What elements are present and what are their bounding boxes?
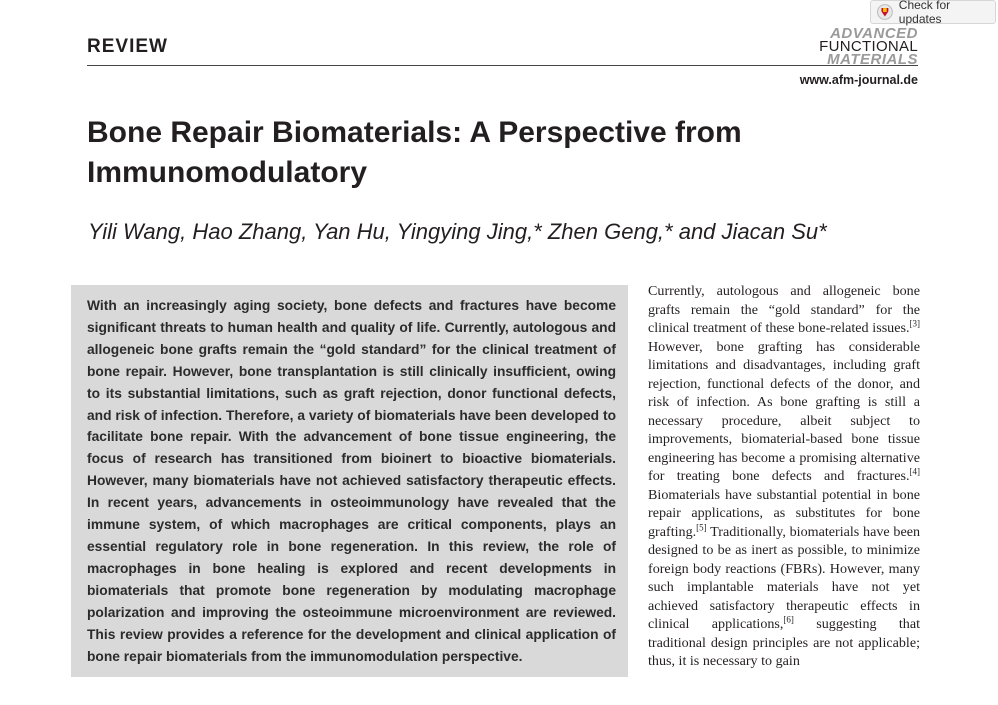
author-list: Yili Wang, Hao Zhang, Yan Hu, Yingying Jing,* Zhen Geng,* and Jiacan Su*	[88, 219, 827, 244]
body-paragraph	[648, 282, 920, 671]
journal-logo-line1: ADVANCED	[830, 25, 918, 42]
article-title: Bone Repair Biomaterials: A Perspective from Immunomodulatory	[87, 116, 742, 189]
check-for-updates-button[interactable]	[870, 0, 996, 24]
citation-ref[interactable]: [4]	[909, 466, 920, 477]
section-heading: REVIEW	[87, 36, 168, 57]
body-text-segment: Currently, autologous and allogeneic bone grafts remain the “gold standard” for the clinical treatment of these bone-related issues.	[648, 283, 920, 336]
check-for-updates-label: Check for updates	[898, 0, 951, 26]
abstract-text: With an increasingly aging society, bone defects and fractures have become significant threats to human health and quality of life. Currently, autologous and allogeneic bone grafts remain the “gold standard” for the clinical treatment of bone repair. However, bone transplantation is still clinically insufficient, owing to its substantial limitations, such as graft rejection, donor functional defects, and risk of infection. Therefore, a variety of biomaterials have been developed to facilitate bone repair. With the advancement of bone tissue engineering, the focus of research has transitioned from bioinert to bioactive biomaterials. However, many biomaterials have not achieved satisfactory therapeutic effects. In recent years, advancements in osteoimmunology have revealed that the immune system, of which macrophages are critical components, plays an essential regulatory role in bone regeneration. In this review, the role of macrophages in bone healing is explored and recent developments in biomaterials that promote bone regeneration by modulating macrophage polarization and improving the osteoimmune microenvironment are reviewed. This review provides a reference for the development and clinical application of bone repair biomaterials from the immunomodulation perspective.	[87, 298, 616, 664]
journal-logo-line3: MATERIALS	[827, 51, 918, 68]
citation-ref[interactable]: [3]	[909, 318, 920, 329]
body-text-segment: Biomaterials have substantial potential in bone repair applications, as substitutes for bone grafting.	[648, 486, 920, 540]
citation-ref[interactable]: [6]	[783, 614, 794, 625]
abstract-box	[71, 285, 628, 677]
check-for-updates-icon	[877, 4, 893, 20]
body-text-segment: suggesting that traditional design principles are not applicable; thus, it is necessary to gain	[648, 616, 920, 669]
body-text-column	[648, 282, 920, 705]
body-text-segment: Traditionally, biomaterials have been designed to be as inert as possible, to minimize foreign body reactions (FBRs). However, many such implantable materials have not yet achieved satisfactory therapeutic effects in clinical applications,	[648, 523, 920, 632]
citation-ref[interactable]: [5]	[696, 521, 707, 532]
header-rule	[87, 65, 918, 66]
journal-logo	[819, 27, 918, 66]
body-text-segment: However, bone grafting has considerable limitations and disadvantages, including graft rejection, functional defects of the donor, and risk of infection. As bone grafting is still a necessary procedure, albeit subject to improvements, biomaterial-based bone tissue engineering has become a promising alternative for treating bone defects and fractures.	[648, 338, 920, 484]
journal-url[interactable]: www.afm-journal.de	[799, 73, 918, 87]
journal-logo-line2: FUNCTIONAL	[819, 38, 918, 55]
